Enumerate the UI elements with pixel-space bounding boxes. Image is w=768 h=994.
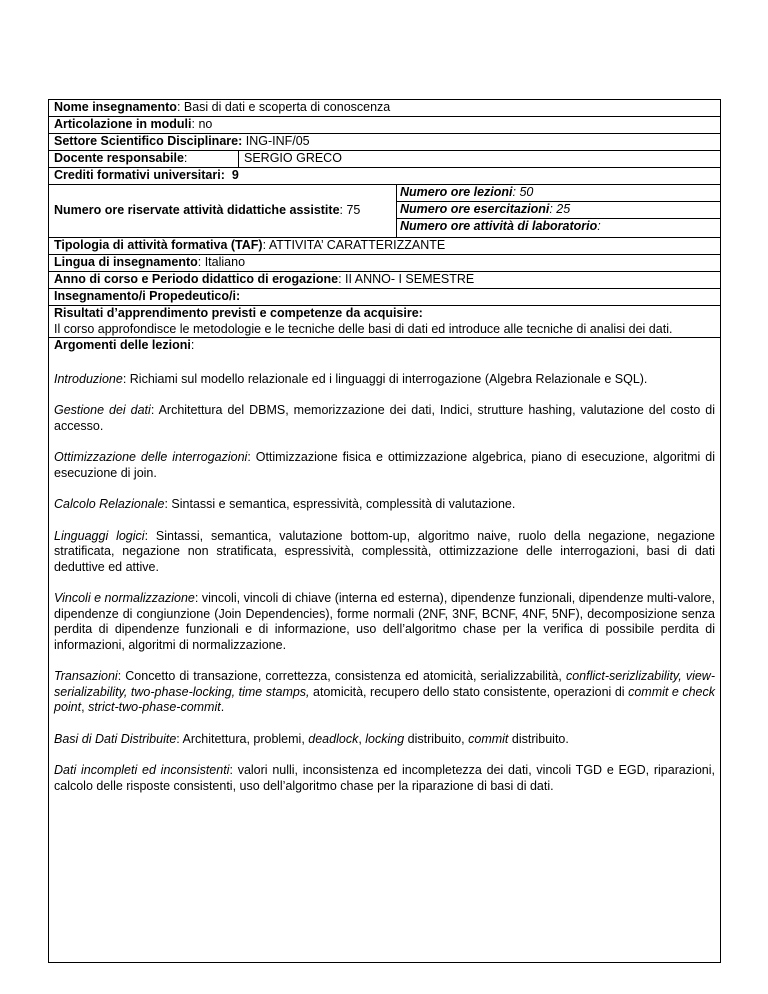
topic-text: : Ottimizzazione fisica e ottimizzazione algebrica, piano di esecuzione, algoritmi di esecuzione di join. — [54, 450, 715, 480]
ore-laboratorio-label: Numero ore attività di laboratorio — [400, 219, 598, 233]
row-taf — [49, 238, 720, 255]
topic-paragraph — [54, 497, 715, 513]
topic-text: : Sintassi e semantica, espressività, complessità di valutazione. — [164, 497, 516, 511]
ore-detail-cells — [396, 185, 720, 237]
docente-value-cell — [239, 151, 347, 167]
nome-value: : Basi di dati e scoperta di conoscenza — [176, 100, 391, 114]
topic-text: distribuito. — [508, 731, 569, 746]
topic-title: Basi di Dati Distribuite — [54, 731, 177, 746]
ore-esercitazioni-label: Numero ore esercitazioni — [400, 202, 550, 216]
nome-label: Nome insegnamento — [54, 100, 177, 114]
row-ore — [49, 185, 720, 238]
topic-italic-term: commit — [468, 731, 509, 746]
crediti-value: 9 — [224, 168, 239, 182]
articolazione-value: : no — [191, 117, 213, 131]
docente-label: Docente responsabile — [54, 151, 184, 165]
ore-riservate-label: Numero ore riservate attività didattiche assistite — [54, 203, 340, 218]
ore-laboratorio-cell — [397, 219, 720, 236]
topic-text: : vincoli, vincoli di chiave (interna ed esterna), dipendenze funzionali, dipendenze multi-valore, dipendenze di congiunzione (Join Dependencies), forme normali (2NF, 3NF, BCNF, 4NF, 5NF), decomposizione senza perdita di dipendenze funzionali e di informazione, uso dell’algoritmo chase per la verifica di possibile perdita di informazioni, algoritmi di normalizzazione. — [54, 591, 715, 652]
row-docente — [49, 151, 720, 168]
row-propedeutici — [49, 289, 720, 306]
row-risultati — [49, 306, 720, 338]
row-lingua — [49, 255, 720, 272]
topic-text: : Richiami sul modello relazionale ed i linguaggi di interrogazione (Algebra Relazionale e SQL). — [122, 371, 648, 386]
topic-text: atomicità, recupero dello stato consistente, operazioni di — [309, 684, 629, 699]
topic-title: Introduzione — [54, 371, 123, 386]
lingua-value: : Italiano — [197, 255, 246, 269]
topic-text: , — [358, 731, 366, 746]
ore-esercitazioni-cell — [397, 202, 720, 219]
topic-paragraph — [54, 372, 715, 388]
topic-text: : Architettura del DBMS, memorizzazione dei dati, Indici, strutture hashing, valutazione del costo di accesso. — [54, 403, 715, 433]
row-anno — [49, 272, 720, 289]
topic-paragraph — [54, 450, 715, 481]
risultati-text: Il corso approfondisce le metodologie e le tecniche delle basi di dati ed introduce alle tecniche di analisi dei dati. — [54, 321, 673, 336]
ore-riservate-value: : 75 — [339, 203, 361, 218]
topic-italic-term: conflict-serizlizability, view-serializability, two-phase-locking, time stamps, — [54, 669, 715, 699]
topic-title: Gestione dei dati — [54, 403, 151, 417]
topic-title: Ottimizzazione delle interrogazioni — [54, 450, 248, 464]
anno-value: : II ANNO- I SEMESTRE — [338, 272, 475, 286]
topic-title: Dati incompleti ed inconsistenti — [54, 763, 230, 777]
docente-label-cell — [49, 151, 239, 167]
crediti-label: Crediti formativi universitari: — [54, 168, 225, 182]
topic-distribuite — [54, 732, 715, 748]
ore-lezioni-cell — [397, 185, 720, 202]
topic-paragraph — [54, 591, 715, 653]
topic-title: Transazioni — [54, 669, 118, 683]
row-argomenti — [49, 338, 720, 794]
topic-incompleti — [54, 763, 715, 794]
lingua-label: Lingua di insegnamento — [54, 255, 198, 269]
settore-value: ING-INF/05 — [242, 134, 310, 148]
topic-paragraph — [54, 529, 715, 576]
ore-lezioni-value: : 50 — [512, 185, 534, 199]
ore-riservate-cell — [49, 185, 396, 237]
ore-laboratorio-value: : — [597, 219, 601, 233]
docente-colon: : — [183, 151, 188, 165]
articolazione-label: Articolazione in moduli — [54, 117, 192, 131]
topic-italic-term: strict-two-phase-commit — [88, 700, 221, 714]
argomenti-colon: : — [190, 338, 195, 352]
ore-esercitazioni-value: : 25 — [549, 202, 571, 216]
ore-lezioni-label: Numero ore lezioni — [400, 185, 513, 199]
topic-transazioni — [54, 669, 715, 716]
row-settore — [49, 134, 720, 151]
settore-label: Settore Scientifico Disciplinare: — [54, 134, 243, 148]
topic-italic-term: commit e check point — [54, 684, 715, 714]
argomenti-heading — [54, 338, 715, 354]
topic-text: . — [220, 700, 225, 714]
taf-label: Tipologia di attività formativa (TAF) — [54, 238, 263, 252]
anno-label: Anno di corso e Periodo didattico di erogazione — [54, 272, 339, 286]
topic-paragraph — [54, 403, 715, 434]
topic-italic-term: locking — [365, 731, 405, 746]
row-crediti — [49, 168, 720, 185]
row-nome — [49, 100, 720, 117]
topic-text: : valori nulli, inconsistenza ed incompletezza dei dati, vincoli TGD e EGD, riparazioni, calcolo delle risposte consistenti, uso dell’algoritmo chase per la riparazione di basi di dati. — [54, 763, 715, 793]
docente-value: SERGIO GRECO — [244, 151, 342, 165]
row-articolazione — [49, 117, 720, 134]
argomenti-label: Argomenti delle lezioni — [54, 338, 191, 352]
topic-title: Vincoli e normalizzazione — [54, 591, 195, 605]
topic-title: Calcolo Relazionale — [54, 497, 165, 511]
propedeutici-label: Insegnamento/i Propedeutico/i: — [54, 289, 241, 303]
topic-text: : Architettura, problemi, — [176, 731, 309, 746]
topic-text: , — [81, 700, 89, 714]
taf-value: : ATTIVITA’ CARATTERIZZANTE — [262, 238, 446, 252]
topic-italic-term: deadlock — [308, 731, 359, 746]
course-sheet — [48, 99, 721, 963]
topic-text: : Concetto di transazione, correttezza, consistenza ed atomicità, serializzabilità, — [117, 669, 566, 683]
topic-text: distribuito, — [404, 731, 469, 746]
topic-title: Linguaggi logici — [54, 528, 145, 543]
topic-text: : Sintassi, semantica, valutazione bottom-up, algoritmo naive, ruolo della negazione, negazione stratificata, negazione non stratificata, espressività, complessità, ottimizzazione delle interrogazioni, basi di dati deduttive ed attive. — [54, 528, 716, 574]
risultati-label: Risultati d’apprendimento previsti e competenze da acquisire: — [54, 306, 423, 320]
